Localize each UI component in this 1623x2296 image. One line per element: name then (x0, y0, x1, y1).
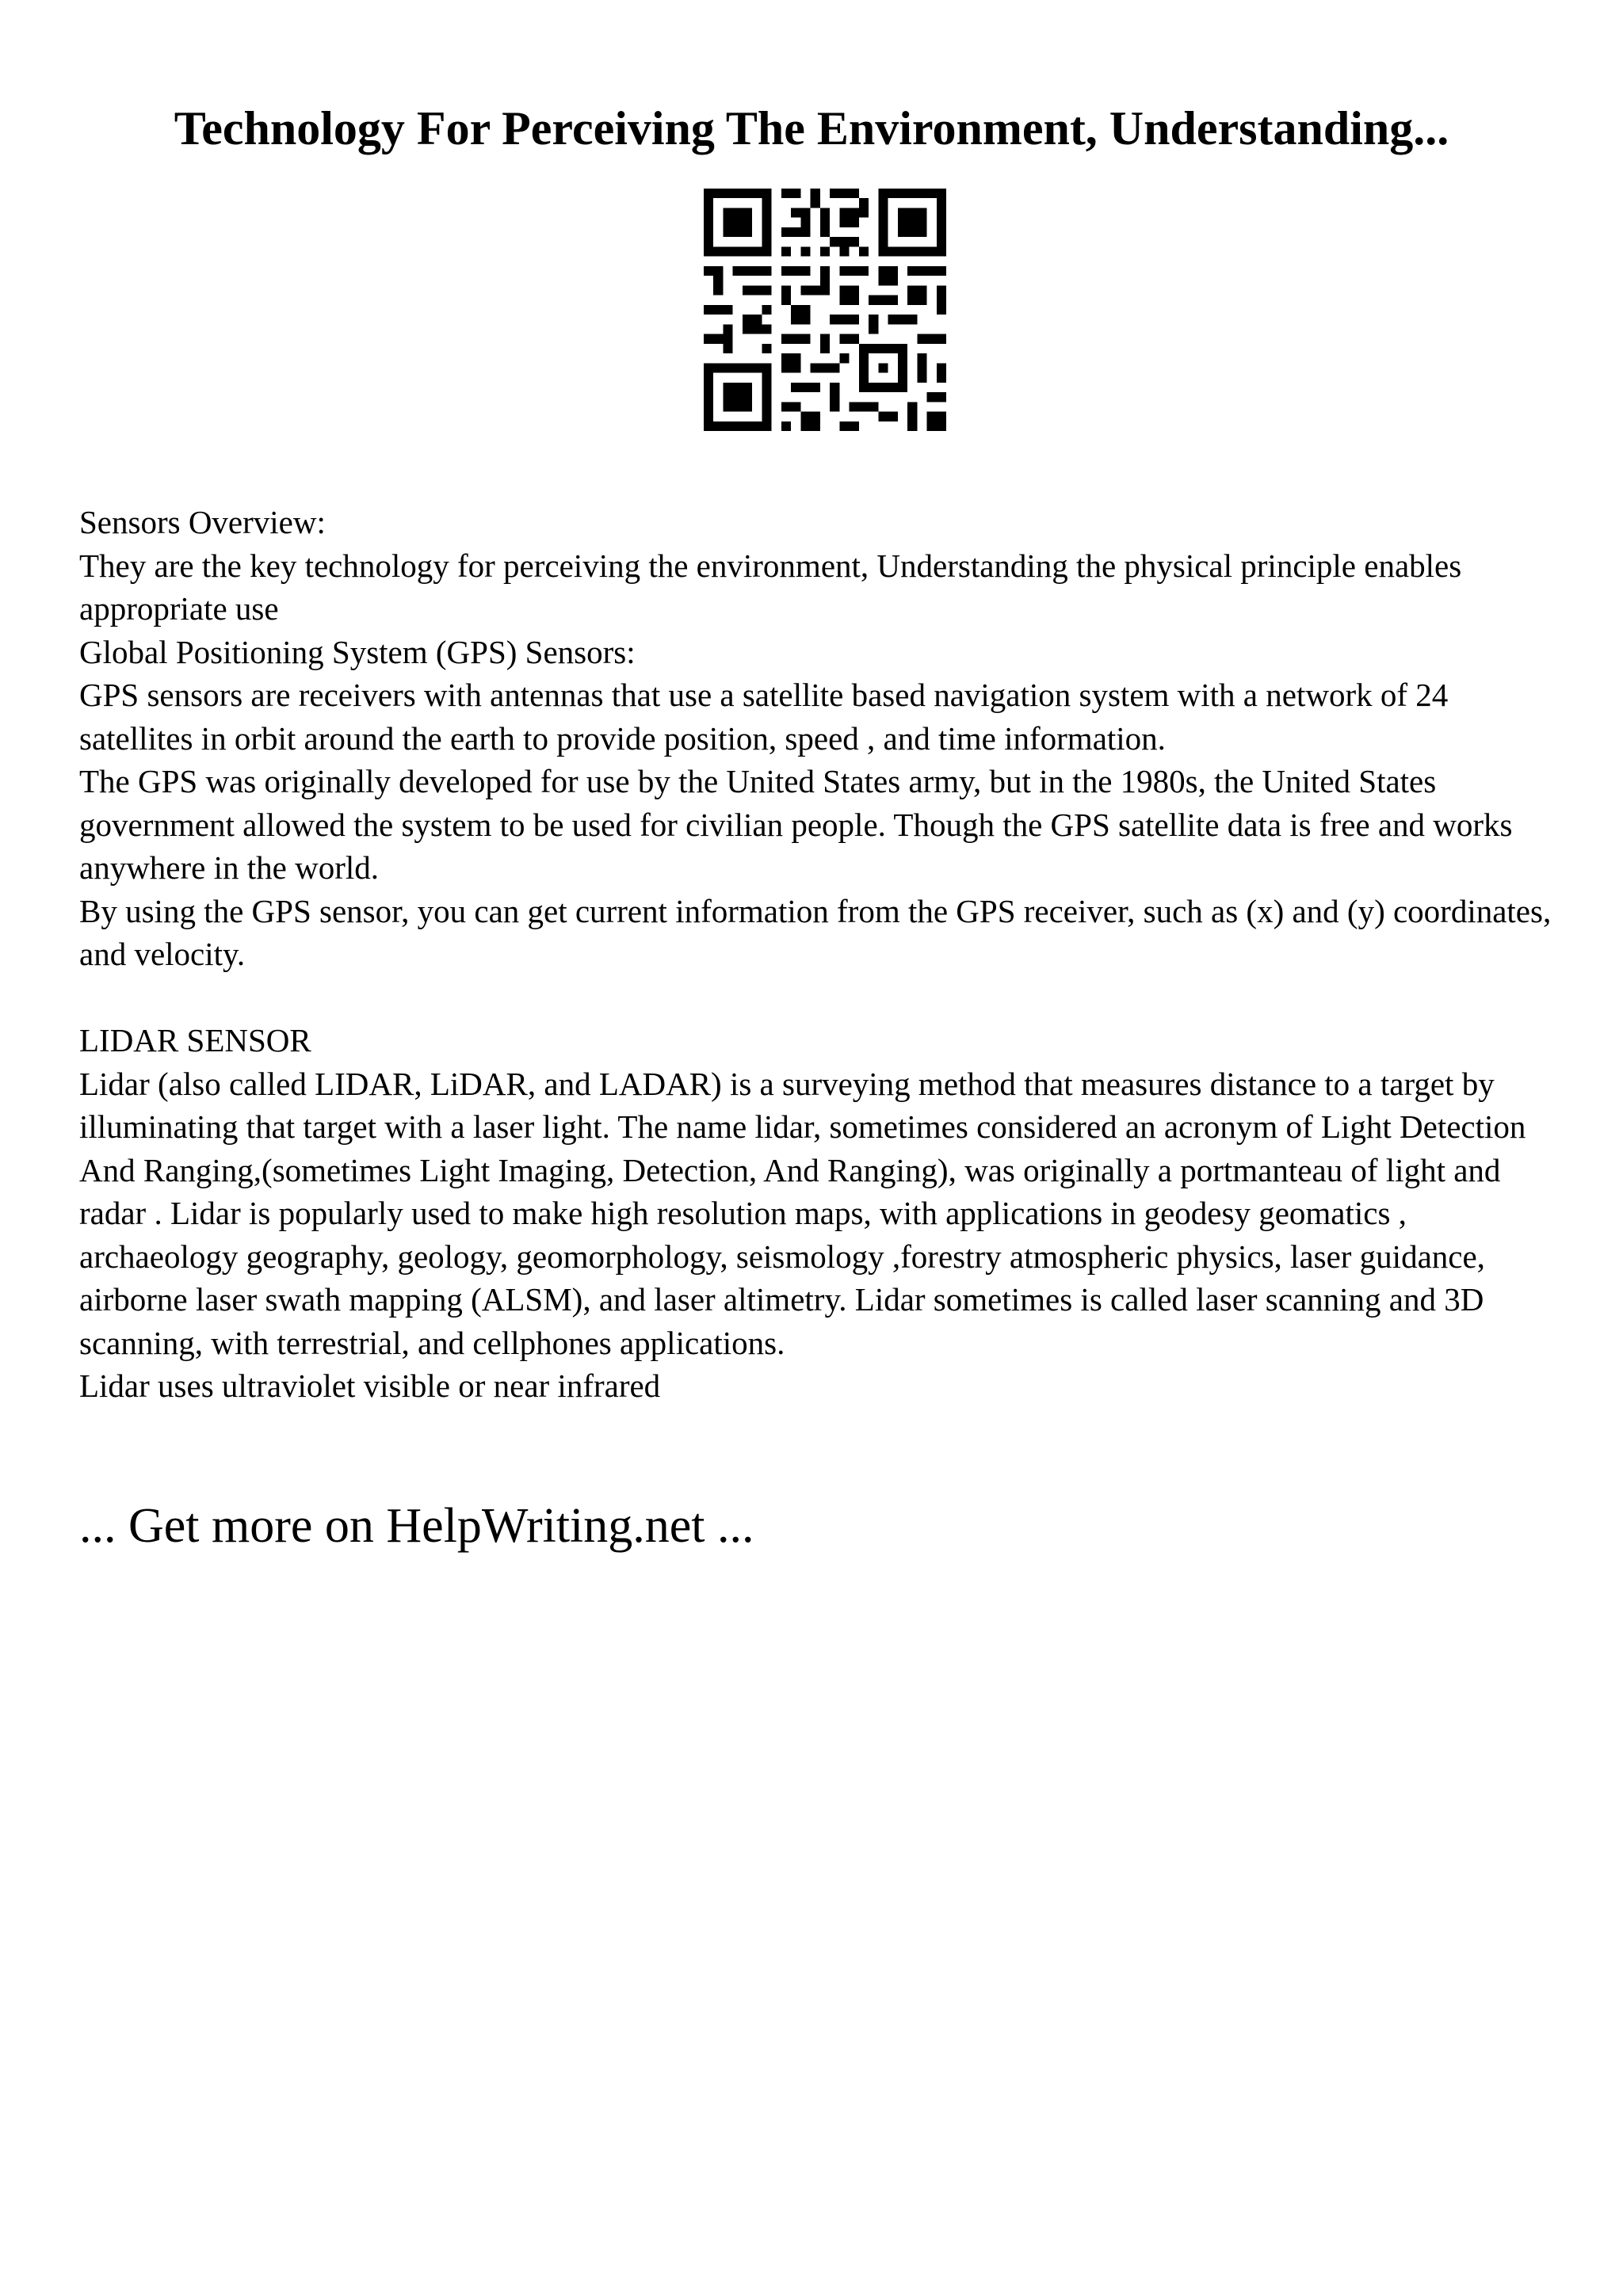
gps-paragraph-1: GPS sensors are receivers with antennas that use a satellite based navigation system with a network of 24 satellites in orbit around the earth to provide position, speed , and time information. (79, 677, 1449, 757)
lidar-paragraph-2: Lidar uses ultraviolet visible or near infrared (79, 1367, 661, 1404)
qr-code-icon (704, 189, 946, 431)
lidar-heading: LIDAR SENSOR (79, 1022, 311, 1058)
sensors-overview-heading: Sensors Overview: (79, 504, 326, 540)
sensors-overview-paragraph: They are the key technology for perceiving the environment, Understanding the physical principle enables appropriate use (79, 547, 1462, 627)
gps-paragraph-2: The GPS was originally developed for use by the United States army, but in the 1980s, the United States government allowed the system to be used for civilian people. Though the GPS satellite data is free and works anywhere in the world. (79, 763, 1513, 886)
document-body (79, 501, 1561, 1408)
lidar-paragraph-1: Lidar (also called LIDAR, LiDAR, and LADAR) is a surveying method that measures distance to a target by illuminating that target with a laser light. The name lidar, sometimes considered an acronym of Light Detection And Ranging,(sometimes Light Imaging, Detection, And Ranging), was originally a portmanteau of light and radar . Lidar is popularly used to make high resolution maps, with applications in geodesy geomatics , archaeology geography, geology, geomorphology, seismology ,forestry atmospheric physics, laser guidance, airborne laser swath mapping (ALSM), and laser altimetry. Lidar sometimes is called laser scanning and 3D scanning, with terrestrial, and cellphones applications. (79, 1065, 1526, 1361)
gps-heading: Global Positioning System (GPS) Sensors: (79, 633, 636, 670)
paragraph-spacer (79, 976, 1561, 1020)
gps-paragraph-3: By using the GPS sensor, you can get current information from the GPS receiver, such as (x) and (y) coordinates, and velocity. (79, 892, 1552, 972)
page-title: Technology For Perceiving The Environment, Understanding... (174, 102, 1449, 154)
get-more-link[interactable]: ... Get more on HelpWriting.net ... (79, 1499, 754, 1553)
